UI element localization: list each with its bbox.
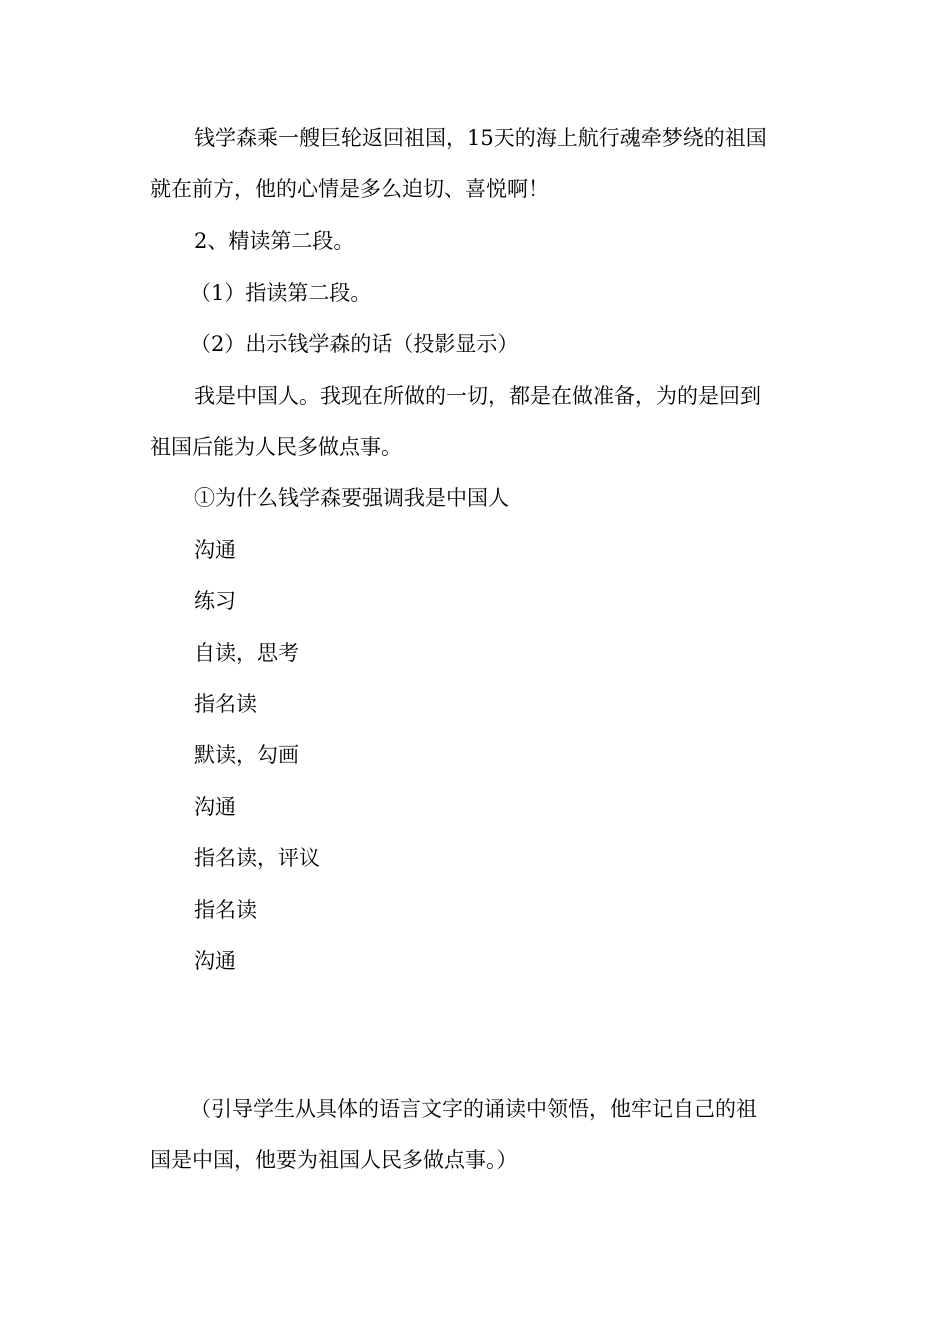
- sub-item-2: （2）出示钱学森的话（投影显示）: [190, 332, 519, 356]
- teaching-note-line-2: 国是中国，他要为祖国人民多做点事。）: [150, 1148, 518, 1172]
- step-item: 沟通: [194, 795, 236, 819]
- paragraph-1-line-2: 就在前方，他的心情是多么迫切、喜悦啊！: [150, 177, 549, 201]
- step-item: 练习: [194, 589, 236, 613]
- sub-item-1: （1）指读第二段。: [190, 281, 372, 305]
- step-item: 指名读，评议: [194, 846, 320, 870]
- section-heading-2: 2、精读第二段。: [194, 229, 355, 253]
- step-item: 默读，勾画: [194, 743, 299, 767]
- paragraph-1-line-1: 钱学森乘一艘巨轮返回祖国，15天的海上航行魂牵梦绕的祖国: [194, 126, 767, 150]
- question-1: ①为什么钱学森要强调我是中国人: [194, 486, 509, 510]
- quote-line-2: 祖国后能为人民多做点事。: [150, 435, 402, 459]
- quote-line-1: 我是中国人。我现在所做的一切，都是在做准备，为的是回到: [194, 384, 761, 408]
- step-item: 自读，思考: [194, 641, 299, 665]
- step-item: 沟通: [194, 538, 236, 562]
- teaching-note-line-1: （引导学生从具体的语言文字的诵读中领悟，他牢记自己的祖: [190, 1097, 757, 1121]
- step-item: 指名读: [194, 692, 257, 716]
- step-item: 指名读: [194, 898, 257, 922]
- step-item: 沟通: [194, 949, 236, 973]
